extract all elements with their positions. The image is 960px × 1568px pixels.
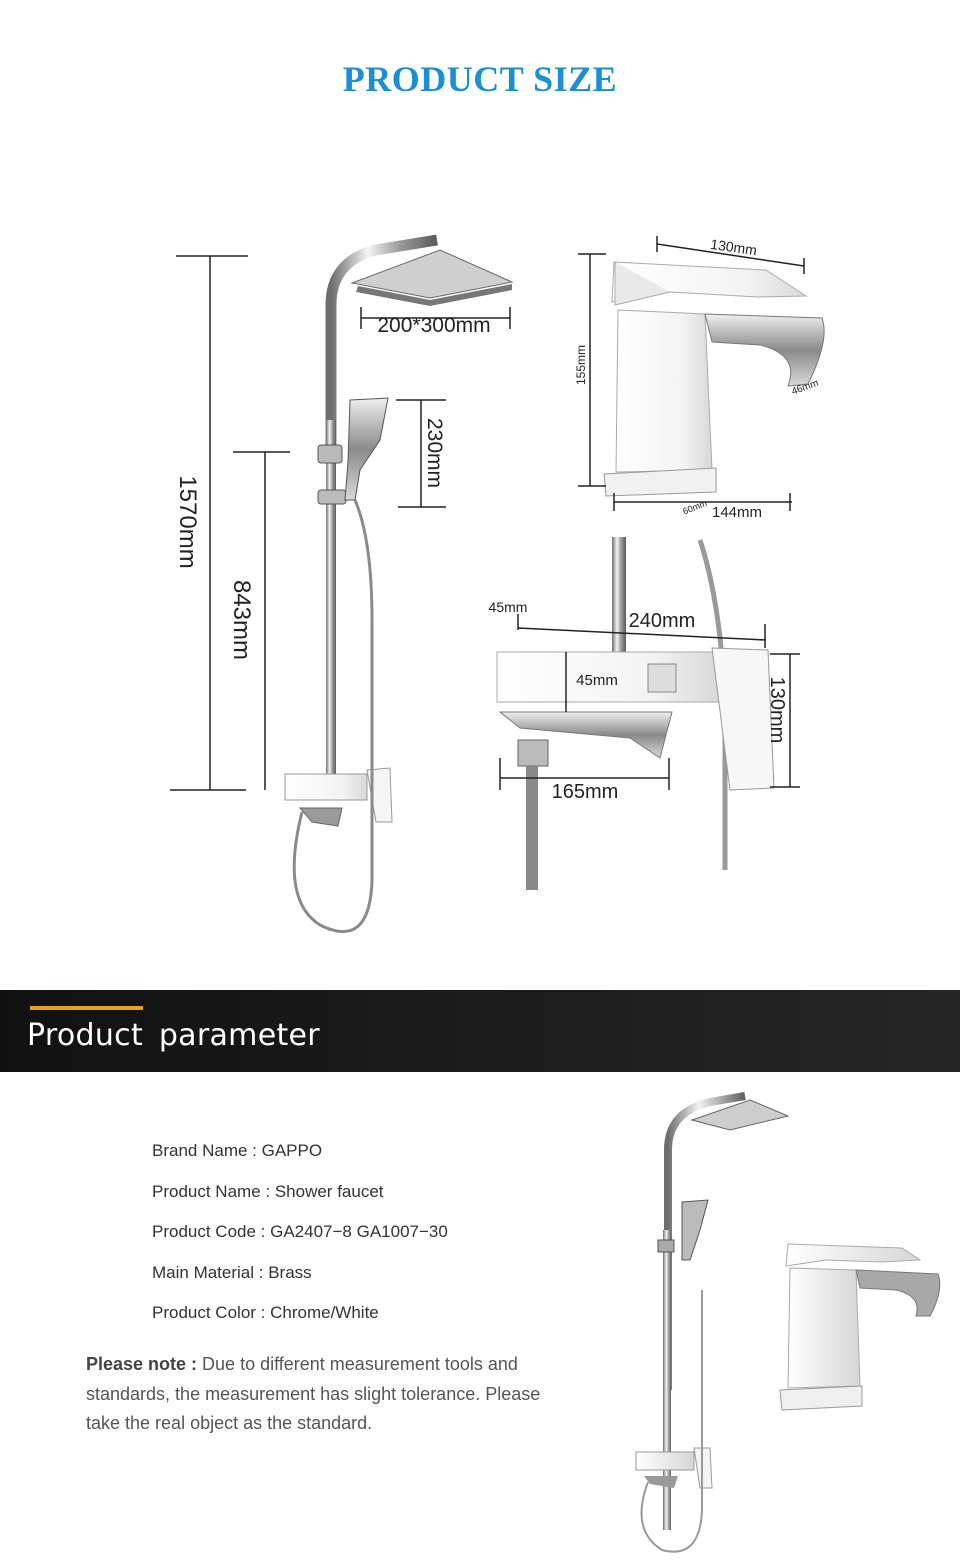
basin-height-label: 155mm: [574, 344, 588, 386]
mixer-spout-label: 165mm: [551, 781, 619, 803]
parameter-banner: [0, 990, 960, 1072]
mixer-height-label: 843mm: [228, 579, 255, 661]
overall-height-label: 1570mm: [174, 475, 201, 569]
basin-base-width-label: 60mm: [681, 497, 709, 517]
param-product-name: Product Name : Shower faucet: [152, 1181, 384, 1201]
param-material: Main Material : Brass: [152, 1262, 312, 1282]
basin-spout-width-label: 46mm: [790, 377, 821, 398]
mixer-length-label: 240mm: [628, 610, 696, 632]
basin-base-length-label: 144mm: [711, 504, 763, 521]
tolerance-note: [86, 1350, 556, 1439]
basin-faucet-image: [604, 262, 824, 496]
product-photo: [600, 1090, 960, 1568]
basin-spout-length-label: 130mm: [709, 235, 758, 259]
param-color: Product Color : Chrome/White: [152, 1303, 379, 1322]
parameter-list: [152, 1140, 448, 1343]
mixer-side-label: 45mm: [488, 599, 528, 615]
head-size-label: 200*300mm: [377, 314, 491, 337]
parameter-heading: Product parameter: [27, 1018, 320, 1053]
handheld-length-label: 230mm: [423, 417, 446, 489]
param-product-code: Product Code : GA2407−8 GA1007−30: [152, 1222, 448, 1241]
note-label: Please note :: [86, 1354, 198, 1374]
mixer-detail-image: [497, 537, 774, 890]
banner-accent-bar: [30, 1006, 143, 1010]
page-title: PRODUCT SIZE: [342, 59, 618, 99]
shower-column-image: [285, 240, 512, 932]
mixer-height-side-label: 130mm: [766, 676, 788, 744]
param-brand: Brand Name : GAPPO: [152, 1141, 323, 1160]
mixer-body-label: 45mm: [576, 672, 618, 689]
note-text: Due to different measurement tools and standards, the measurement has slight tolerance. Please take the real object as the standard.: [86, 1354, 541, 1433]
